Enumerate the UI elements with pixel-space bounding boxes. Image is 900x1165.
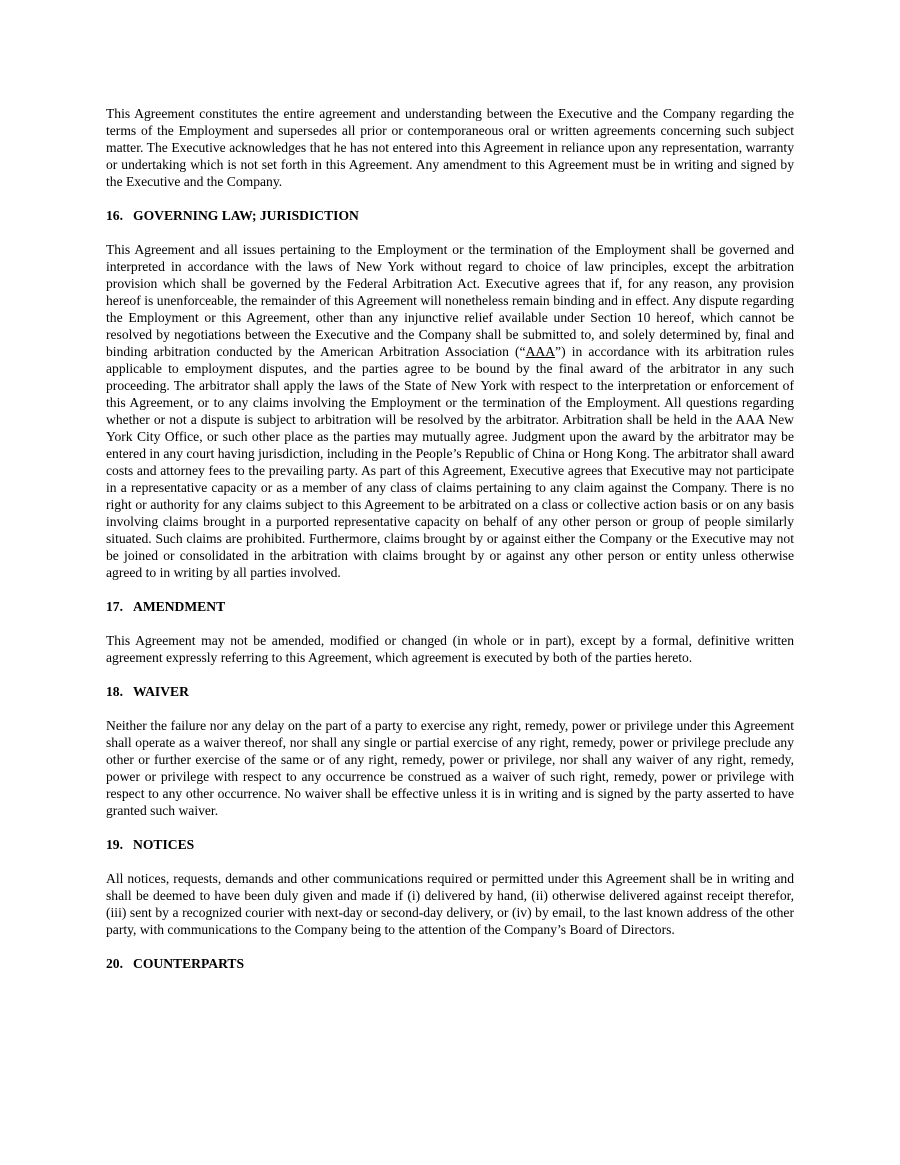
section-19-title: NOTICES: [133, 837, 195, 852]
section-18-number: 18.: [106, 684, 123, 699]
section-17-heading: [106, 598, 794, 615]
section-19-number: 19.: [106, 837, 123, 852]
section-16-title: GOVERNING LAW; JURISDICTION: [133, 208, 359, 223]
section-20-heading: [106, 955, 794, 972]
governing-law-paragraph: [106, 241, 794, 581]
section-20-number: 20.: [106, 956, 123, 971]
governing-law-text-part-1: This Agreement and all issues pertaining to the Employment or the termination of the Employment shall be governed and interpreted in accordance with the laws of New York without regard to choice of law principles, except the arbitration provision which shall be governed by the Federal Arbitration Act. Executive agrees that if, for any reason, any provision hereof is unenforceable, the remainder of this Agreement will nonetheless remain binding and in effect. Any dispute regarding the Employment or this Agreement, other than any injunctive relief available under Section 10 hereof, which cannot be resolved by negotiations between the Executive and the Company shall be submitted to, and solely determined by, final and binding arbitration conducted by the American Arbitration Association (“: [106, 242, 794, 359]
section-18-title: WAIVER: [133, 684, 189, 699]
section-16-number: 16.: [106, 208, 123, 223]
section-19-heading: [106, 836, 794, 853]
section-17-number: 17.: [106, 599, 123, 614]
document-page: [106, 105, 794, 989]
amendment-paragraph: This Agreement may not be amended, modified or changed (in whole or in part), except by a formal, definitive written agreement expressly referring to this Agreement, which agreement is executed by both of the parties hereto.: [106, 633, 794, 665]
aaa-abbreviation: AAA: [525, 344, 556, 359]
entire-agreement-paragraph: This Agreement constitutes the entire agreement and understanding between the Executive and the Company regarding the terms of the Employment and supersedes all prior or contemporaneous oral or written agreements concerning such subject matter. The Executive acknowledges that he has not entered into this Agreement in reliance upon any representation, warranty or undertaking which is not set forth in this Agreement. Any amendment to this Agreement must be in writing and signed by the Executive and the Company.: [106, 106, 794, 189]
section-18-heading: [106, 683, 794, 700]
governing-law-text-part-2: ”) in accordance with its arbitration rules applicable to employment disputes, and the parties agree to be bound by the final award of the arbitrator in any such proceeding. The arbitrator shall apply the laws of the State of New York with respect to the interpretation or enforcement of this Agreement, or to any claims involving the Employment or the termination of the Employment. All questions regarding whether or not a dispute is subject to arbitration will be resolved by the arbitrator. Arbitration shall be held in the AAA New York City Office, or such other place as the parties may mutually agree. Judgment upon the award by the arbitrator may be entered in any court having jurisdiction, including in the People’s Republic of China or Hong Kong. The arbitrator shall award costs and attorney fees to the prevailing party. As part of this Agreement, Executive agrees that Executive may not participate in a representative capacity or as a member of any class of claims pertaining to any claim against the Company. There is no right or authority for any claims subject to this Agreement to be arbitrated on a class or collective action basis or on any basis involving claims brought in a purported representative capacity on behalf of any other person or group of people similarly situated. Such claims are prohibited. Furthermore, claims brought by or against either the Company or the Executive may not be joined or consolidated in the arbitration with claims brought by or against any other person or entity unless otherwise agreed to in writing by all parties involved.: [106, 344, 794, 580]
section-20-title: COUNTERPARTS: [133, 956, 245, 971]
notices-paragraph: All notices, requests, demands and other communications required or permitted under this Agreement shall be in writing and shall be deemed to have been duly given and made if (i) delivered by hand, (ii) otherwise delivered against receipt therefor, (iii) sent by a recognized courier with next-day or second-day delivery, or (iv) by email, to the last known address of the other party, with communications to the Company being to the attention of the Company’s Board of Directors.: [106, 871, 794, 937]
section-17-title: AMENDMENT: [133, 599, 226, 614]
waiver-paragraph: Neither the failure nor any delay on the part of a party to exercise any right, remedy, power or privilege under this Agreement shall operate as a waiver thereof, nor shall any single or partial exercise of any right, remedy, power or privilege preclude any other or further exercise of the same or of any right, remedy, power or privilege, nor shall any waiver of any right, remedy, power or privilege with respect to any occurrence be construed as a waiver of such right, remedy, power or privilege with respect to any other occurrence. No waiver shall be effective unless it is in writing and is signed by the party asserted to have granted such waiver.: [106, 718, 794, 818]
section-16-heading: [106, 207, 794, 224]
